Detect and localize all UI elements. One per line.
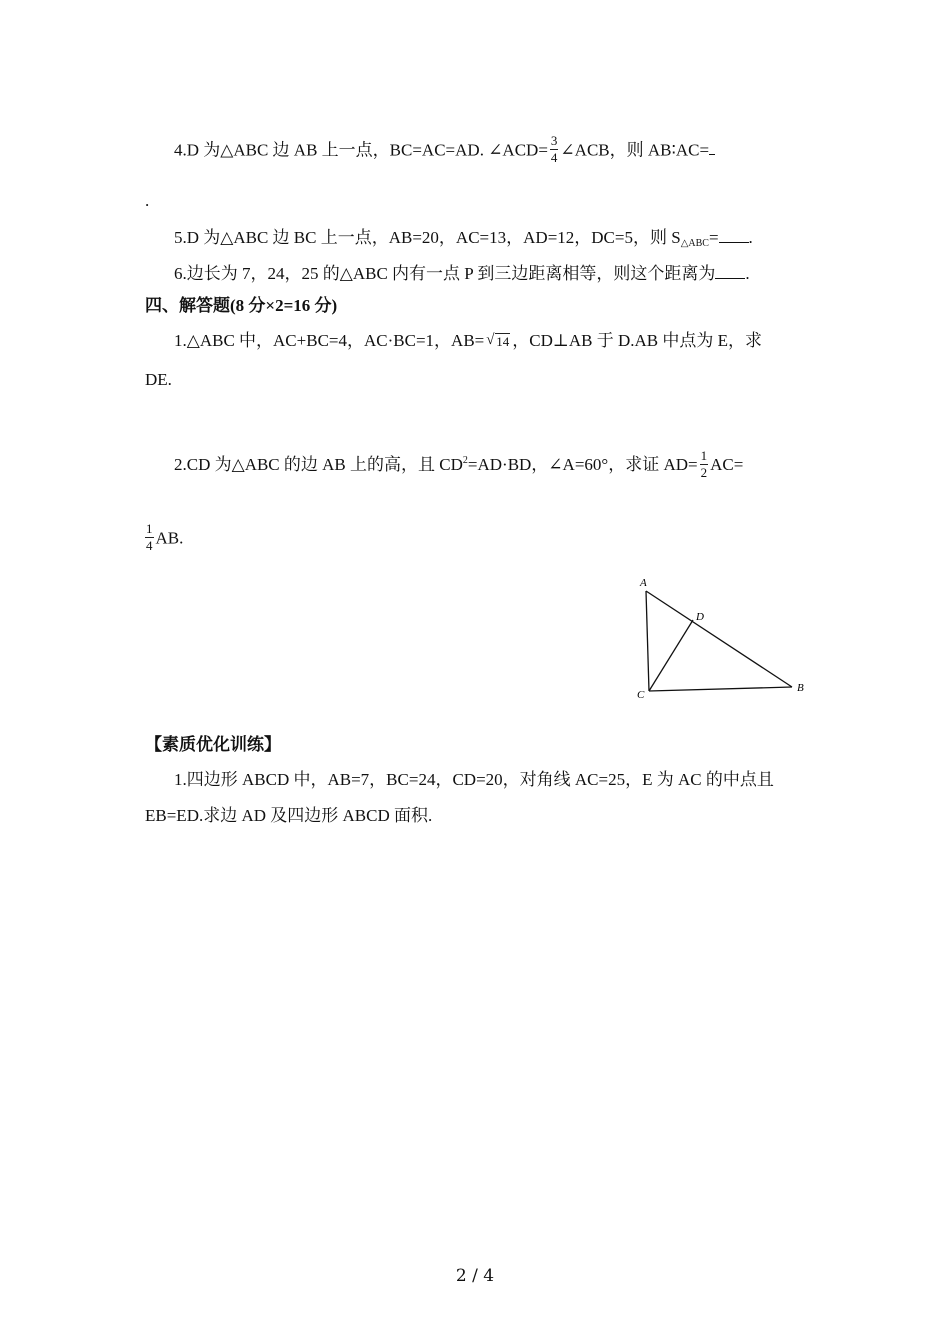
q5-subscript: △ABC bbox=[680, 238, 709, 249]
solve-question-2-line2 bbox=[145, 521, 184, 555]
q5-text-b: = bbox=[708, 228, 719, 247]
q4-text-a: 4.D 为△ABC 边 AB 上一点，BC=AC=AD. ∠ACD= bbox=[174, 140, 548, 160]
q6-text: 6.边长为 7，24，25 的△ABC 内有一点 P 到三边距离相等，则这个距离为 bbox=[174, 264, 716, 283]
label-d: D bbox=[696, 611, 704, 623]
sq2-superscript: 2 bbox=[462, 455, 468, 466]
page-number: 2 / 4 bbox=[455, 1266, 495, 1286]
label-a: A bbox=[640, 577, 647, 589]
q6-end: . bbox=[745, 264, 750, 283]
q4-text-b: ∠ACB，则 AB∶AC= bbox=[560, 140, 710, 160]
segment-ab bbox=[646, 591, 792, 687]
sq1-sqrt bbox=[486, 331, 510, 353]
segment-ac bbox=[646, 591, 649, 691]
segment-cd bbox=[649, 620, 693, 691]
section-4-title: 四、解答题(8 分×2=16 分) bbox=[145, 296, 338, 315]
label-b: B bbox=[797, 682, 804, 694]
q6-answer-blank bbox=[715, 262, 745, 279]
question-4-tail: . bbox=[145, 191, 150, 210]
sq1-text-b: ，CD⊥AB 于 D.AB 中点为 E，求 bbox=[512, 331, 762, 350]
label-c: C bbox=[637, 689, 645, 701]
sq2-text-a: 2.CD 为△ABC 的边 AB 上的高，且 CD bbox=[174, 455, 463, 474]
solve-question-2 bbox=[174, 447, 744, 482]
sq2-fraction-2 bbox=[145, 522, 154, 553]
q4-answer-blank bbox=[709, 138, 715, 155]
quality-question-1: 1.四边形 ABCD 中，AB=7，BC=24，CD=20，对角线 AC=25，E 为 AC 的中点且 bbox=[174, 770, 774, 789]
quality-question-1-line2: EB=ED.求边 AD 及四边形 ABCD 面积. bbox=[145, 806, 433, 825]
sq2-fraction-1 bbox=[700, 449, 709, 480]
quality-training-title: 【素质优化训练】 bbox=[145, 735, 281, 754]
sq1-text-a: 1.△ABC 中，AC+BC=4，AC·BC=1，AB= bbox=[174, 331, 485, 350]
sq2-text-c: AC= bbox=[710, 455, 744, 474]
sqrt-icon: √ bbox=[486, 332, 495, 348]
q4-frac-den: 4 bbox=[550, 150, 558, 165]
question-5 bbox=[174, 226, 753, 255]
question-4 bbox=[174, 133, 715, 167]
sq2-frac1-num: 1 bbox=[700, 447, 708, 463]
sq1-radicand: 14 bbox=[496, 334, 510, 349]
solve-question-1 bbox=[174, 330, 762, 353]
triangle-figure bbox=[630, 572, 820, 702]
sq2-frac2-num: 1 bbox=[146, 521, 153, 536]
solve-question-1-line2: DE. bbox=[145, 370, 172, 389]
segment-cb bbox=[649, 687, 792, 691]
q4-frac-num: 3 bbox=[550, 133, 558, 148]
sq2-frac2-den: 4 bbox=[146, 538, 153, 553]
q5-answer-blank bbox=[719, 226, 749, 243]
q4-fraction bbox=[550, 134, 559, 165]
sq2-text-b: =AD·BD，∠A=60°，求证 AD= bbox=[467, 455, 698, 474]
sq2-frac1-den: 2 bbox=[700, 464, 708, 480]
sq2-text-d: AB. bbox=[155, 528, 184, 548]
question-6 bbox=[174, 262, 750, 285]
q5-end: . bbox=[748, 228, 753, 247]
q5-text-a: 5.D 为△ABC 边 BC 上一点，AB=20，AC=13，AD=12，DC=5，则 S bbox=[174, 228, 681, 247]
